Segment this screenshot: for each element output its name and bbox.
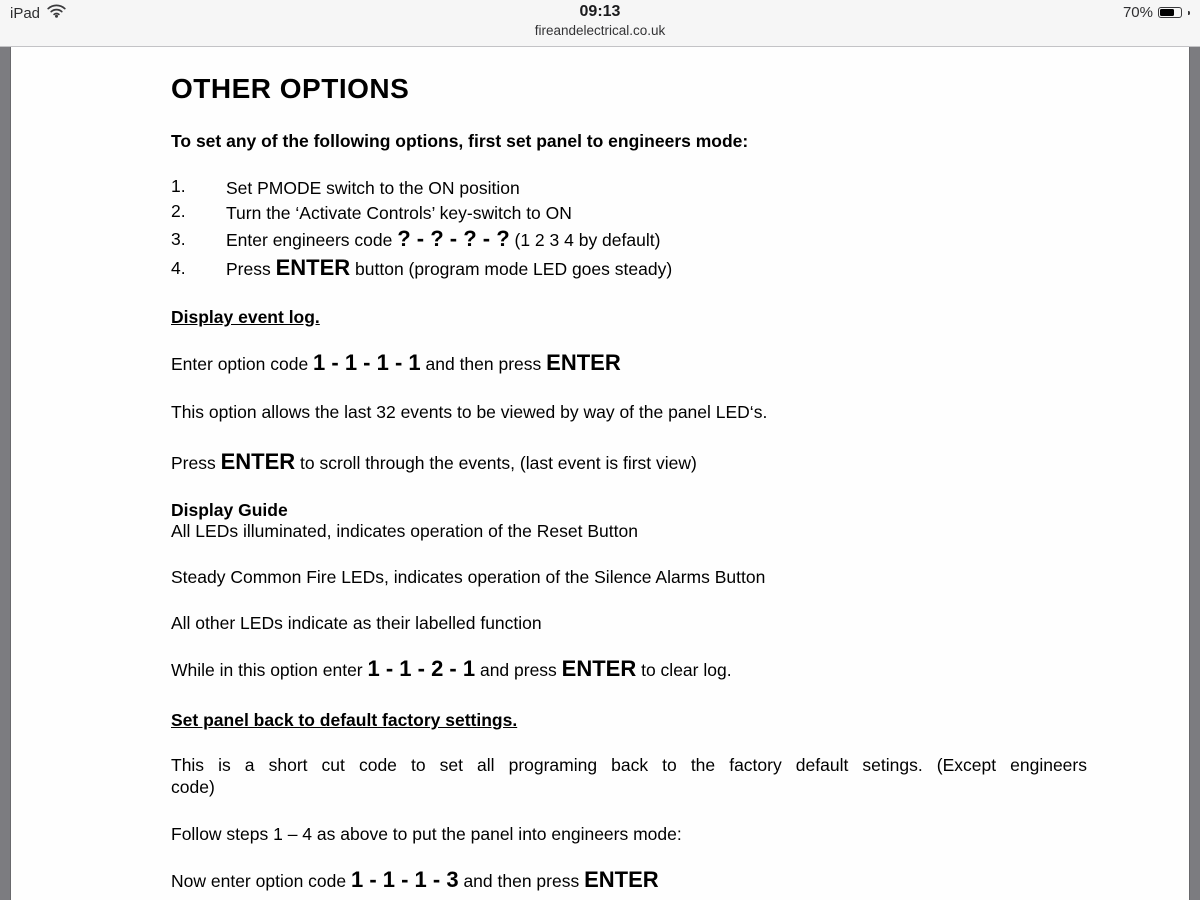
document-page[interactable] <box>10 47 1190 900</box>
step-number: 3. <box>171 229 186 249</box>
url-bar[interactable]: fireandelectrical.co.uk <box>534 23 666 38</box>
option-code-1121: 1 - 1 - 2 - 1 <box>367 656 476 681</box>
step-3 <box>171 225 1087 254</box>
step-number: 2. <box>171 201 186 221</box>
press-enter-scroll-line: Press ENTER to scroll through the events, (last event is first view) <box>171 449 697 474</box>
enter-key-label: ENTER <box>220 449 296 474</box>
guide-line-1: All LEDs illuminated, indicates operation of the Reset Button <box>171 521 638 541</box>
step-text: Press ENTER button (program mode LED goes steady) <box>226 255 673 280</box>
final-option-code-line: Now enter option code 1 - 1 - 1 - 3 and then press ENTER <box>171 867 659 892</box>
intro-text: To set any of the following options, first set panel to engineers mode: <box>171 131 749 151</box>
enter-key-label: ENTER <box>546 350 621 375</box>
factory-description: This is a short cut code to set all programing back to the factory default setings. (Except engineers code) <box>171 755 1087 797</box>
engineers-code: ? - ? - ? - ? <box>397 226 510 251</box>
heading-display-event-log: Display event log. <box>171 307 320 327</box>
battery-percent: 70% <box>1122 4 1153 21</box>
option-code-1113: 1 - 1 - 1 - 3 <box>350 867 459 892</box>
enter-key-label: ENTER <box>584 867 659 892</box>
step-number: 1. <box>171 176 186 196</box>
enter-key-label: ENTER <box>275 255 351 280</box>
option-description: This option allows the last 32 events to be viewed by way of the panel LED‘s. <box>171 402 768 422</box>
step-2 <box>171 200 1087 225</box>
battery-icon <box>1158 7 1182 18</box>
follow-steps-line: Follow steps 1 – 4 as above to put the panel into engineers mode: <box>171 824 682 844</box>
status-right <box>1123 4 1190 21</box>
step-text: Enter engineers code ? - ? - ? - ? (1 2 3 4 by default) <box>226 226 661 251</box>
step-number: 4. <box>171 258 186 278</box>
option-code-1111: 1 - 1 - 1 - 1 <box>313 350 421 375</box>
step-1 <box>171 175 1087 200</box>
heading-factory-settings: Set panel back to default factory settings. <box>171 710 518 730</box>
document-content <box>171 47 1087 895</box>
device-label: iPad <box>10 4 41 22</box>
enter-option-code-line: Enter option code 1 - 1 - 1 - 1 and then press ENTER <box>171 350 621 375</box>
guide-line-3: All other LEDs indicate as their labelled function <box>171 613 542 633</box>
battery-cap <box>1188 11 1190 15</box>
status-bar <box>0 0 1200 47</box>
page-title: OTHER OPTIONS <box>171 73 410 104</box>
clear-log-line: While in this option enter 1 - 1 - 2 - 1 and press ENTER to clear log. <box>171 656 732 681</box>
engineers-mode-steps <box>171 175 1087 283</box>
step-text: Set PMODE switch to the ON position <box>226 178 520 198</box>
enter-key-label: ENTER <box>561 656 637 681</box>
heading-display-guide: Display Guide <box>171 500 288 520</box>
step-text: Turn the ‘Activate Controls’ key-switch to ON <box>226 203 572 223</box>
guide-line-2: Steady Common Fire LEDs, indicates operation of the Silence Alarms Button <box>171 567 766 587</box>
clock: 09:13 <box>579 3 621 20</box>
step-4 <box>171 254 1087 283</box>
